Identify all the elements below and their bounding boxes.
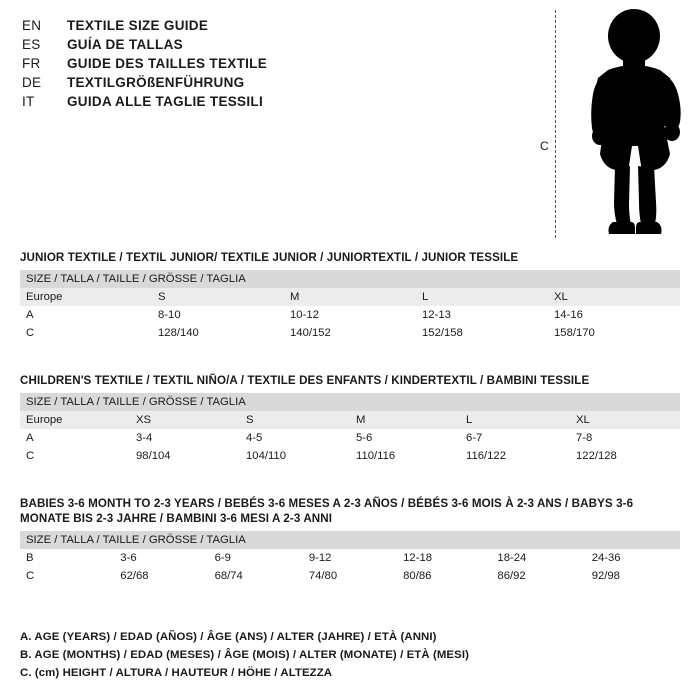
language-header — [22, 18, 522, 113]
language-row-de — [22, 75, 522, 90]
legend — [20, 628, 680, 682]
cell: 80/86 — [397, 567, 491, 585]
language-title: TEXTILE SIZE GUIDE — [67, 18, 209, 33]
cell: M — [350, 411, 460, 429]
language-row-it — [22, 94, 522, 109]
table-row — [20, 306, 680, 324]
cell: L — [460, 411, 570, 429]
legend-line-a: A. AGE (YEARS) / EDAD (AÑOS) / ÂGE (ANS) / ALTER (JAHRE) / ETÀ (ANNI) — [20, 631, 437, 643]
language-title: GUIDE DES TAILLES TEXTILE — [67, 56, 268, 71]
cell: 92/98 — [586, 567, 680, 585]
cell: 9-12 — [303, 549, 397, 567]
size-header-label: SIZE / TALLA / TAILLE / GRÖSSE / TAGLIA — [20, 393, 680, 411]
language-code: EN — [22, 18, 42, 33]
cell: M — [284, 288, 416, 306]
cell: S — [152, 288, 284, 306]
cell: 24-36 — [586, 549, 680, 567]
cell: 12-18 — [397, 549, 491, 567]
height-measure-line — [555, 10, 556, 238]
row-label: Europe — [20, 288, 152, 306]
junior-size-table — [20, 270, 680, 342]
cell: 6-9 — [209, 549, 303, 567]
cell: 68/74 — [209, 567, 303, 585]
row-label: C — [20, 447, 130, 465]
language-code: IT — [22, 94, 35, 109]
cell: 116/122 — [460, 447, 570, 465]
language-title: GUIDA ALLE TAGLIE TESSILI — [67, 94, 263, 109]
table-row — [20, 567, 680, 585]
cell: 4-5 — [240, 429, 350, 447]
cell: 122/128 — [570, 447, 680, 465]
cell: L — [416, 288, 548, 306]
table-row — [20, 549, 680, 567]
language-code: ES — [22, 37, 41, 52]
table-row — [20, 447, 680, 465]
row-label: C — [20, 324, 152, 342]
cell: 18-24 — [491, 549, 585, 567]
cell: S — [240, 411, 350, 429]
table-header-row — [20, 531, 680, 549]
cell: 152/158 — [416, 324, 548, 342]
table-row — [20, 411, 680, 429]
cell: 5-6 — [350, 429, 460, 447]
row-label: Europe — [20, 411, 130, 429]
row-label: C — [20, 567, 114, 585]
block-title: CHILDREN'S TEXTILE / TEXTIL NIÑO/A / TEXTILE DES ENFANTS / KINDERTEXTIL / BAMBINI TESSILE — [20, 374, 590, 387]
size-header-label: SIZE / TALLA / TAILLE / GRÖSSE / TAGLIA — [20, 270, 680, 288]
language-row-fr — [22, 56, 522, 71]
cell: 8-10 — [152, 306, 284, 324]
cell: 3-4 — [130, 429, 240, 447]
height-measure-label: C — [540, 139, 549, 153]
language-row-en — [22, 18, 522, 33]
cell: 110/116 — [350, 447, 460, 465]
cell: XL — [548, 288, 680, 306]
cell: XL — [570, 411, 680, 429]
cell: 74/80 — [303, 567, 397, 585]
cell: 10-12 — [284, 306, 416, 324]
language-code: FR — [22, 56, 41, 71]
junior-textile-block — [20, 250, 680, 342]
language-row-es — [22, 37, 522, 52]
table-header-row — [20, 393, 680, 411]
row-label: A — [20, 429, 130, 447]
cell: XS — [130, 411, 240, 429]
cell: 7-8 — [570, 429, 680, 447]
block-title: JUNIOR TEXTILE / TEXTIL JUNIOR/ TEXTILE JUNIOR / JUNIORTEXTIL / JUNIOR TESSILE — [20, 251, 519, 264]
table-row — [20, 324, 680, 342]
cell: 98/104 — [130, 447, 240, 465]
row-label: B — [20, 549, 114, 567]
children-textile-block — [20, 373, 680, 465]
language-code: DE — [22, 75, 42, 90]
cell: 14-16 — [548, 306, 680, 324]
cell: 6-7 — [460, 429, 570, 447]
cell: 158/170 — [548, 324, 680, 342]
babies-size-table — [20, 531, 680, 585]
table-row — [20, 288, 680, 306]
cell: 62/68 — [114, 567, 208, 585]
cell: 104/110 — [240, 447, 350, 465]
language-title: TEXTILGRÖßENFÜHRUNG — [67, 75, 245, 90]
row-label: A — [20, 306, 152, 324]
cell: 140/152 — [284, 324, 416, 342]
table-header-row — [20, 270, 680, 288]
child-silhouette-icon — [568, 6, 693, 241]
figure-area — [520, 6, 695, 241]
legend-line-c: C. (cm) HEIGHT / ALTURA / HAUTEUR / HÖHE / ALTEZZA — [20, 667, 333, 679]
table-row — [20, 429, 680, 447]
block-title: BABIES 3-6 MONTH TO 2-3 YEARS / BEBÉS 3-6 MESES A 2-3 AÑOS / BÉBÉS 3-6 MOIS À 2-3 ANS / BABYS 3-6 MONATE BIS 2-3 JAHRE / BAMBINI 3-6 MESI A 2-3 ANNI — [20, 497, 634, 525]
legend-line-b: B. AGE (MONTHS) / EDAD (MESES) / ÂGE (MOIS) / ALTER (MONATE) / ETÀ (MESI) — [20, 649, 469, 661]
cell: 128/140 — [152, 324, 284, 342]
language-title: GUÍA DE TALLAS — [67, 37, 183, 52]
size-header-label: SIZE / TALLA / TAILLE / GRÖSSE / TAGLIA — [20, 531, 680, 549]
babies-textile-block — [20, 496, 680, 585]
cell: 3-6 — [114, 549, 208, 567]
children-size-table — [20, 393, 680, 465]
cell: 12-13 — [416, 306, 548, 324]
cell: 86/92 — [491, 567, 585, 585]
